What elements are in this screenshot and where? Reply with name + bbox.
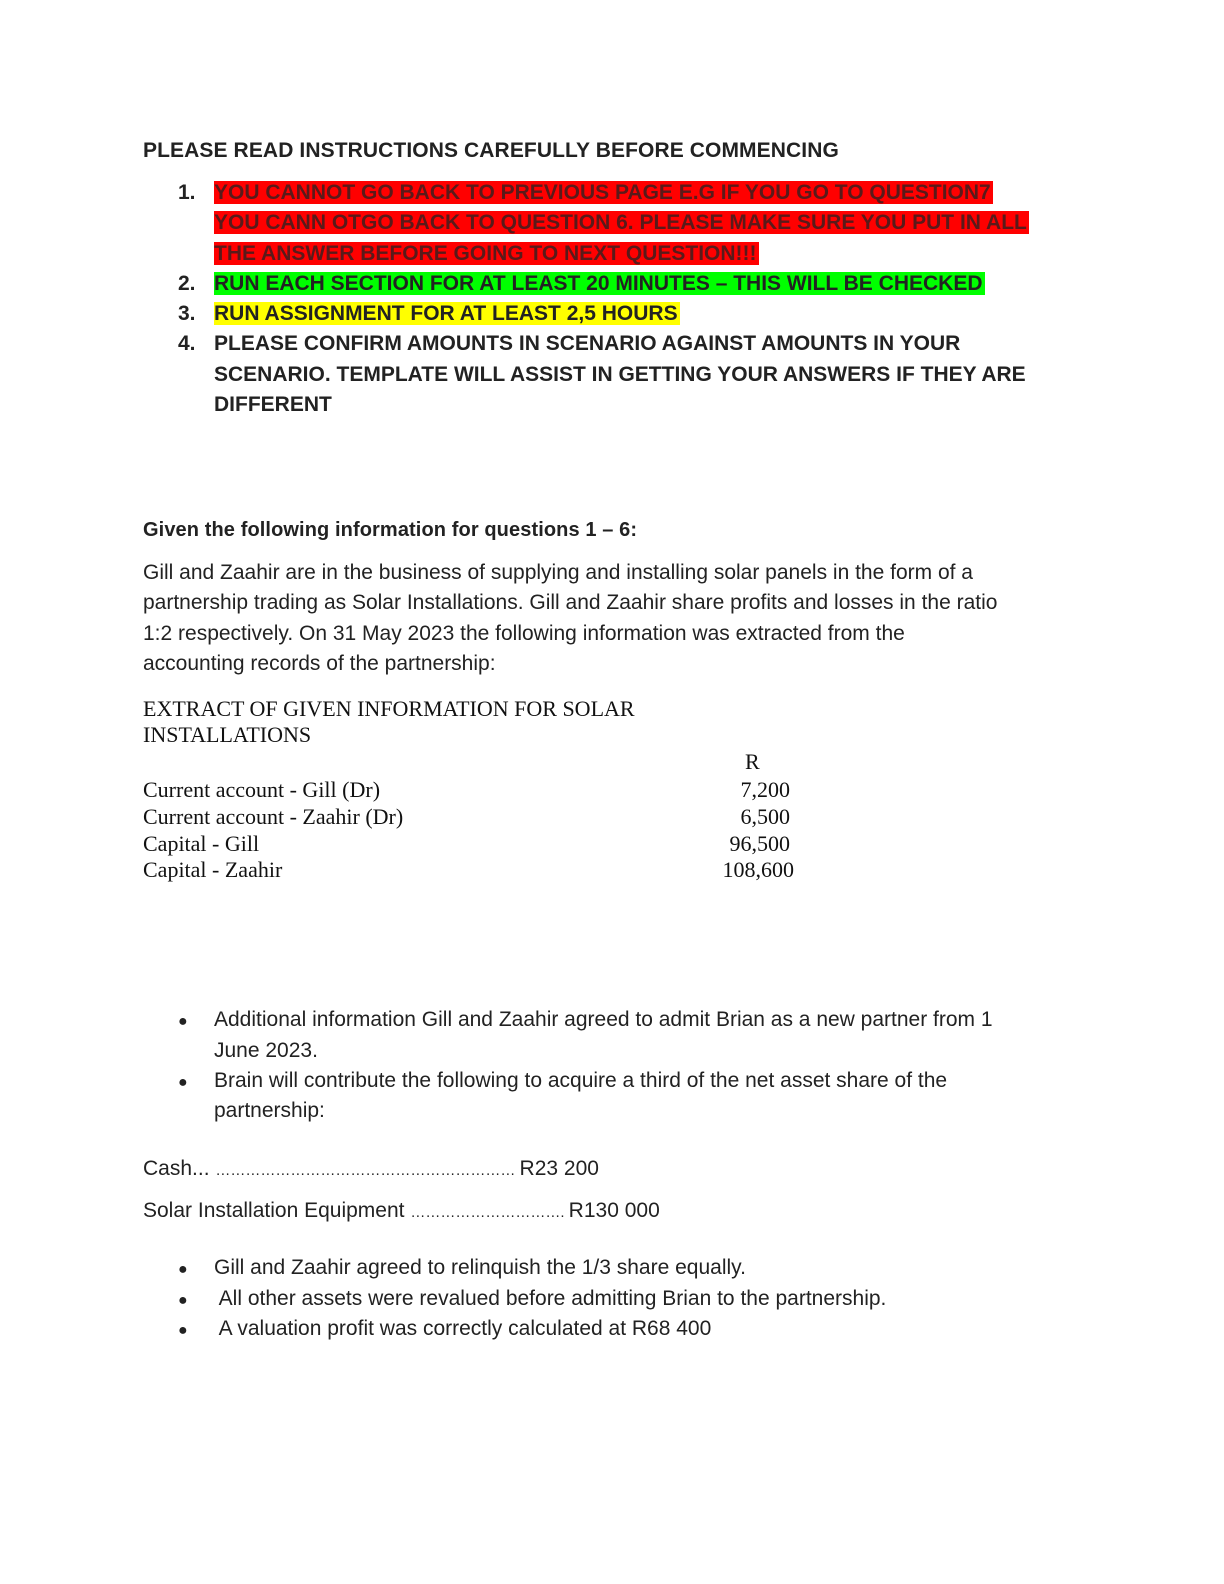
contribution-dots: …………………………. xyxy=(410,1204,569,1221)
instruction-line: DIFFERENT xyxy=(214,393,332,416)
extract-row-label: Current account - Gill (Dr) xyxy=(143,777,381,802)
extract-row-amount: 96,500 xyxy=(729,831,790,856)
contribution-amount: R130 000 xyxy=(568,1199,660,1222)
bullet-icon: ● xyxy=(178,1322,188,1339)
instruction-line xyxy=(214,271,985,297)
instruction-number: 3. xyxy=(178,302,196,325)
bullet-line: Gill and Zaahir agreed to relinquish the 1/3 share equally. xyxy=(214,1256,746,1279)
bullet-line: Additional information Gill and Zaahir agreed to admit Brian as a new partner from 1 xyxy=(214,1008,993,1031)
bullet-icon: ● xyxy=(178,1013,188,1030)
instruction-number: 2. xyxy=(178,272,196,295)
instruction-number: 1. xyxy=(178,181,196,204)
contribution-line xyxy=(143,1157,599,1181)
instruction-line xyxy=(214,301,680,327)
bullet-line: A valuation profit was correctly calculated at R68 400 xyxy=(214,1317,712,1340)
instruction-line xyxy=(214,241,759,267)
intro-line: partnership trading as Solar Installations. Gill and Zaahir share profits and losses in the ratio xyxy=(143,591,998,614)
highlight-green: RUN EACH SECTION FOR AT LEAST 20 MINUTES – THIS WILL BE CHECKED xyxy=(214,272,983,295)
bullet-line: June 2023. xyxy=(214,1039,318,1062)
highlight-red: YOU CANN OTGO BACK TO QUESTION 6. PLEASE MAKE SURE YOU PUT IN ALL xyxy=(214,211,1027,234)
extract-title: EXTRACT OF GIVEN INFORMATION FOR SOLAR xyxy=(143,696,635,721)
contribution-amount: R23 200 xyxy=(519,1157,599,1180)
bullet-line: Brain will contribute the following to acquire a third of the net asset share of the xyxy=(214,1069,948,1092)
intro-line: 1:2 respectively. On 31 May 2023 the following information was extracted from the xyxy=(143,622,905,645)
bullet-icon: ● xyxy=(178,1074,188,1091)
extract-row-label: Current account - Zaahir (Dr) xyxy=(143,804,404,829)
highlight-red: THE ANSWER BEFORE GOING TO NEXT QUESTION!!! xyxy=(214,242,757,265)
instruction-line xyxy=(214,210,1029,236)
bullet-icon: ● xyxy=(178,1261,188,1278)
extract-row-amount: 7,200 xyxy=(740,777,790,802)
intro-line: accounting records of the partnership: xyxy=(143,652,496,675)
instruction-line: SCENARIO. TEMPLATE WILL ASSIST IN GETTING YOUR ANSWERS IF THEY ARE xyxy=(214,363,1026,386)
instruction-line xyxy=(214,180,993,206)
currency-header: R xyxy=(745,749,760,774)
extract-row-amount: 108,600 xyxy=(722,857,794,882)
contribution-label: Solar Installation Equipment xyxy=(143,1199,411,1222)
extract-row-label: Capital - Zaahir xyxy=(143,857,283,882)
extract-title: INSTALLATIONS xyxy=(143,722,312,747)
contribution-line xyxy=(143,1199,660,1223)
highlight-red: YOU CANNOT GO BACK TO PREVIOUS PAGE E.G IF YOU GO TO QUESTION7 xyxy=(214,181,991,204)
bullet-line: partnership: xyxy=(214,1099,325,1122)
page-title: PLEASE READ INSTRUCTIONS CAREFULLY BEFORE COMMENCING xyxy=(143,139,839,162)
extract-row-label: Capital - Gill xyxy=(143,831,260,856)
given-heading: Given the following information for questions 1 – 6: xyxy=(143,519,638,541)
bullet-line: All other assets were revalued before admitting Brian to the partnership. xyxy=(214,1287,887,1310)
extract-row-amount: 6,500 xyxy=(740,804,790,829)
instruction-number: 4. xyxy=(178,332,196,355)
contribution-dots: …………………………………………………… xyxy=(215,1162,520,1179)
bullet-icon: ● xyxy=(178,1292,188,1309)
intro-line: Gill and Zaahir are in the business of supplying and installing solar panels in the form of a xyxy=(143,561,973,584)
highlight-yellow: RUN ASSIGNMENT FOR AT LEAST 2,5 HOURS xyxy=(214,302,678,325)
instruction-line: PLEASE CONFIRM AMOUNTS IN SCENARIO AGAINST AMOUNTS IN YOUR xyxy=(214,332,961,355)
contribution-label: Cash... xyxy=(143,1157,216,1180)
